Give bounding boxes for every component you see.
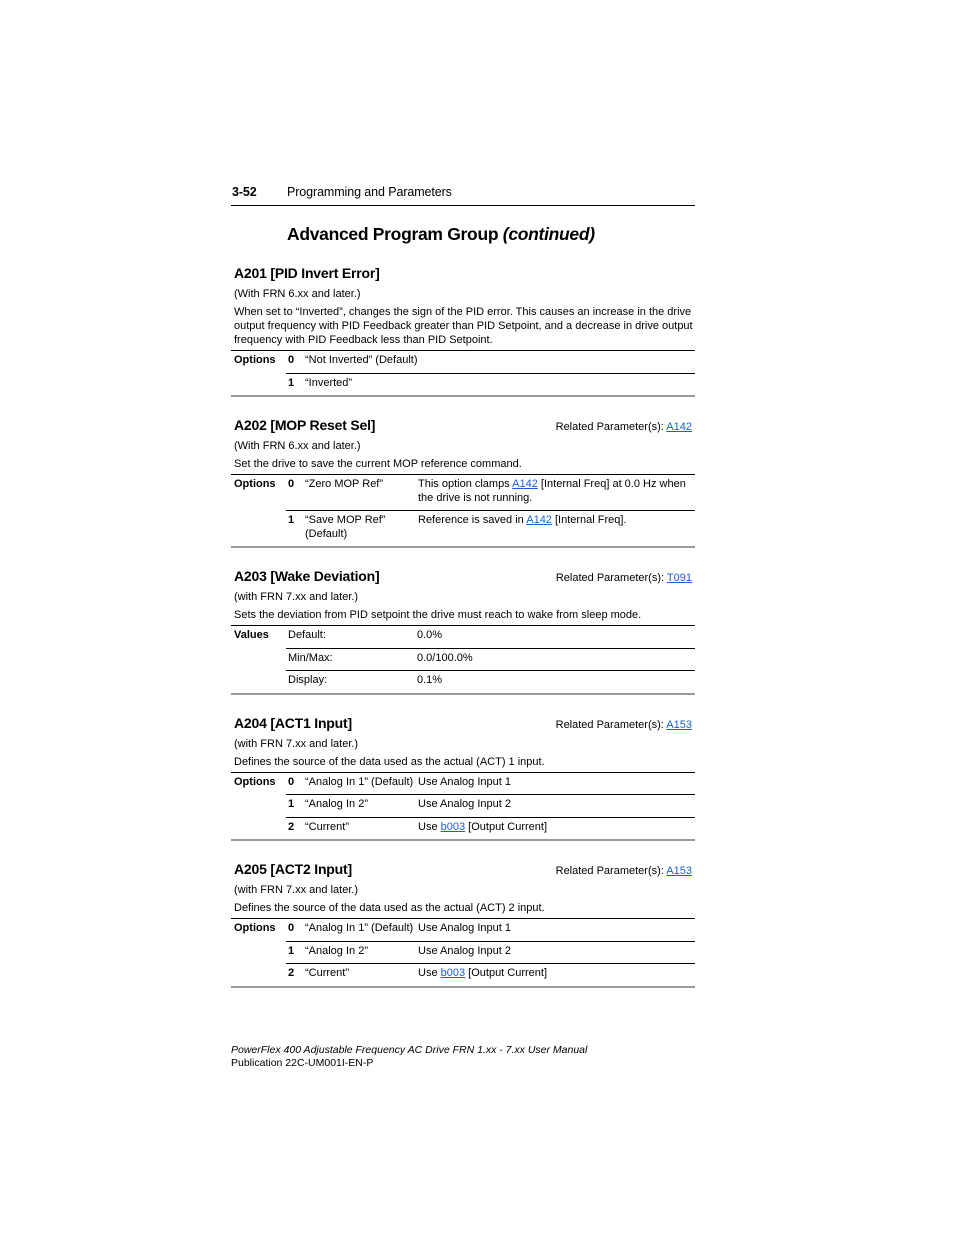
related-parameters: Related Parameter(s): A153 xyxy=(555,718,692,731)
page-header xyxy=(231,185,695,206)
related-link-t091[interactable]: T091 xyxy=(666,572,692,584)
param-a203 xyxy=(231,568,695,695)
publication-number: Publication 22C-UM001I-EN-P xyxy=(231,1056,374,1069)
table-label: Options xyxy=(231,772,286,795)
related-parameters: Related Parameter(s): A153 xyxy=(555,865,692,877)
table-label: Values xyxy=(231,626,286,649)
param-a205 xyxy=(231,861,695,988)
option-number: 2 xyxy=(286,964,305,987)
option-name: “Analog In 2” xyxy=(305,795,418,818)
table-label: Options xyxy=(231,351,286,374)
page-footer xyxy=(231,1044,587,1069)
param-a202 xyxy=(231,417,695,548)
value-key: Default: xyxy=(286,626,417,649)
table-row xyxy=(231,941,695,964)
group-title-suffix: (continued) xyxy=(502,224,595,244)
frn-note: (with FRN 7.xx and later.) xyxy=(234,737,359,750)
options-table xyxy=(231,350,695,397)
param-name: A202 [MOP Reset Sel] xyxy=(234,417,376,433)
option-description: Use b003 [Output Current] xyxy=(418,964,695,987)
related-link-a153[interactable]: A153 xyxy=(666,865,692,877)
value-text: 0.1% xyxy=(417,671,695,694)
option-description: Use Analog Input 1 xyxy=(418,772,695,795)
values-table xyxy=(231,625,695,695)
param-description: When set to “Inverted”, changes the sign of the PID error. This causes an increase in the drive output frequency with PID Feedback greater than PID Setpoint, and a decrease in drive output frequency with PID Feedback less than PID Setpoint. xyxy=(234,306,693,346)
option-name: “Current” xyxy=(305,964,418,987)
option-description: Use Analog Input 2 xyxy=(418,795,695,818)
param-description: Defines the source of the data used as the actual (ACT) 1 input. xyxy=(234,755,545,768)
table-row xyxy=(231,795,695,818)
frn-note: (With FRN 6.xx and later.) xyxy=(234,440,361,452)
manual-page xyxy=(231,185,695,988)
option-description: Use Analog Input 2 xyxy=(418,941,695,964)
param-description: Sets the deviation from PID setpoint the drive must reach to wake from sleep mode. xyxy=(234,609,642,621)
value-key: Min/Max: xyxy=(286,648,417,671)
table-label: Options xyxy=(231,475,286,511)
table-label: Options xyxy=(231,919,286,942)
manual-title: PowerFlex 400 Adjustable Frequency AC Drive FRN 1.xx - 7.xx User Manual xyxy=(231,1044,588,1056)
table-row xyxy=(231,475,695,511)
link-b003[interactable]: b003 xyxy=(440,820,466,833)
param-description: Defines the source of the data used as the actual (ACT) 2 input. xyxy=(234,902,545,914)
related-link-a153[interactable]: A153 xyxy=(666,718,692,731)
param-name: A204 [ACT1 Input] xyxy=(234,714,352,731)
param-description: Set the drive to save the current MOP reference command. xyxy=(234,458,522,470)
options-table xyxy=(231,772,695,842)
table-row xyxy=(231,772,695,795)
option-name: “Not Inverted” (Default) xyxy=(305,351,695,374)
related-parameters: Related Parameter(s): T091 xyxy=(555,572,692,584)
param-name: A203 [Wake Deviation] xyxy=(234,568,380,584)
table-row xyxy=(231,817,695,840)
table-row xyxy=(231,648,695,671)
link-a142[interactable]: A142 xyxy=(512,478,538,490)
param-a201 xyxy=(231,265,695,397)
frn-note: (With FRN 6.xx and later.) xyxy=(234,288,361,300)
section-title: Programming and Parameters xyxy=(287,185,452,199)
table-row xyxy=(231,373,695,396)
related-parameters: Related Parameter(s): A142 xyxy=(555,421,692,433)
option-number: 0 xyxy=(286,772,305,795)
option-number: 0 xyxy=(286,919,305,942)
option-name: “Save MOP Ref” (Default) xyxy=(305,511,418,548)
frn-note: (with FRN 7.xx and later.) xyxy=(234,591,359,603)
param-name: A205 [ACT2 Input] xyxy=(234,861,352,877)
option-description: This option clamps A142 [Internal Freq] at 0.0 Hz when the drive is not running. xyxy=(418,475,695,511)
related-link-a142[interactable]: A142 xyxy=(666,421,692,433)
value-text: 0.0/100.0% xyxy=(417,648,695,671)
option-number: 1 xyxy=(286,941,305,964)
option-number: 2 xyxy=(286,817,305,840)
link-b003[interactable]: b003 xyxy=(440,967,466,979)
option-name: “Analog In 1” (Default) xyxy=(305,919,418,942)
param-a204 xyxy=(231,715,695,842)
value-key: Display: xyxy=(286,671,417,694)
group-title-main: Advanced Program Group xyxy=(287,224,499,244)
option-name: “Current” xyxy=(305,817,418,840)
option-description: Use Analog Input 1 xyxy=(418,919,695,942)
option-description: Reference is saved in A142 [Internal Freq]. xyxy=(418,511,695,548)
table-row xyxy=(231,511,695,548)
table-row xyxy=(231,626,695,649)
option-number: 1 xyxy=(286,373,305,396)
table-row xyxy=(231,671,695,694)
option-number: 1 xyxy=(286,795,305,818)
param-name: A201 [PID Invert Error] xyxy=(234,265,380,281)
option-name: “Analog In 2” xyxy=(305,941,418,964)
value-text: 0.0% xyxy=(417,626,695,649)
options-table xyxy=(231,474,695,548)
table-row xyxy=(231,351,695,374)
link-a142[interactable]: A142 xyxy=(526,514,552,526)
frn-note: (with FRN 7.xx and later.) xyxy=(234,884,359,896)
option-name: “Analog In 1” (Default) xyxy=(305,772,418,795)
option-name: “Inverted” xyxy=(305,373,695,396)
option-number: 0 xyxy=(286,475,305,511)
option-number: 0 xyxy=(286,351,305,374)
page-number: 3-52 xyxy=(232,185,257,199)
option-name: “Zero MOP Ref” xyxy=(305,475,418,511)
options-table xyxy=(231,918,695,988)
table-row xyxy=(231,919,695,942)
group-title xyxy=(287,224,695,245)
option-number: 1 xyxy=(286,511,305,548)
option-description: Use b003 [Output Current] xyxy=(418,817,695,840)
table-row xyxy=(231,964,695,987)
